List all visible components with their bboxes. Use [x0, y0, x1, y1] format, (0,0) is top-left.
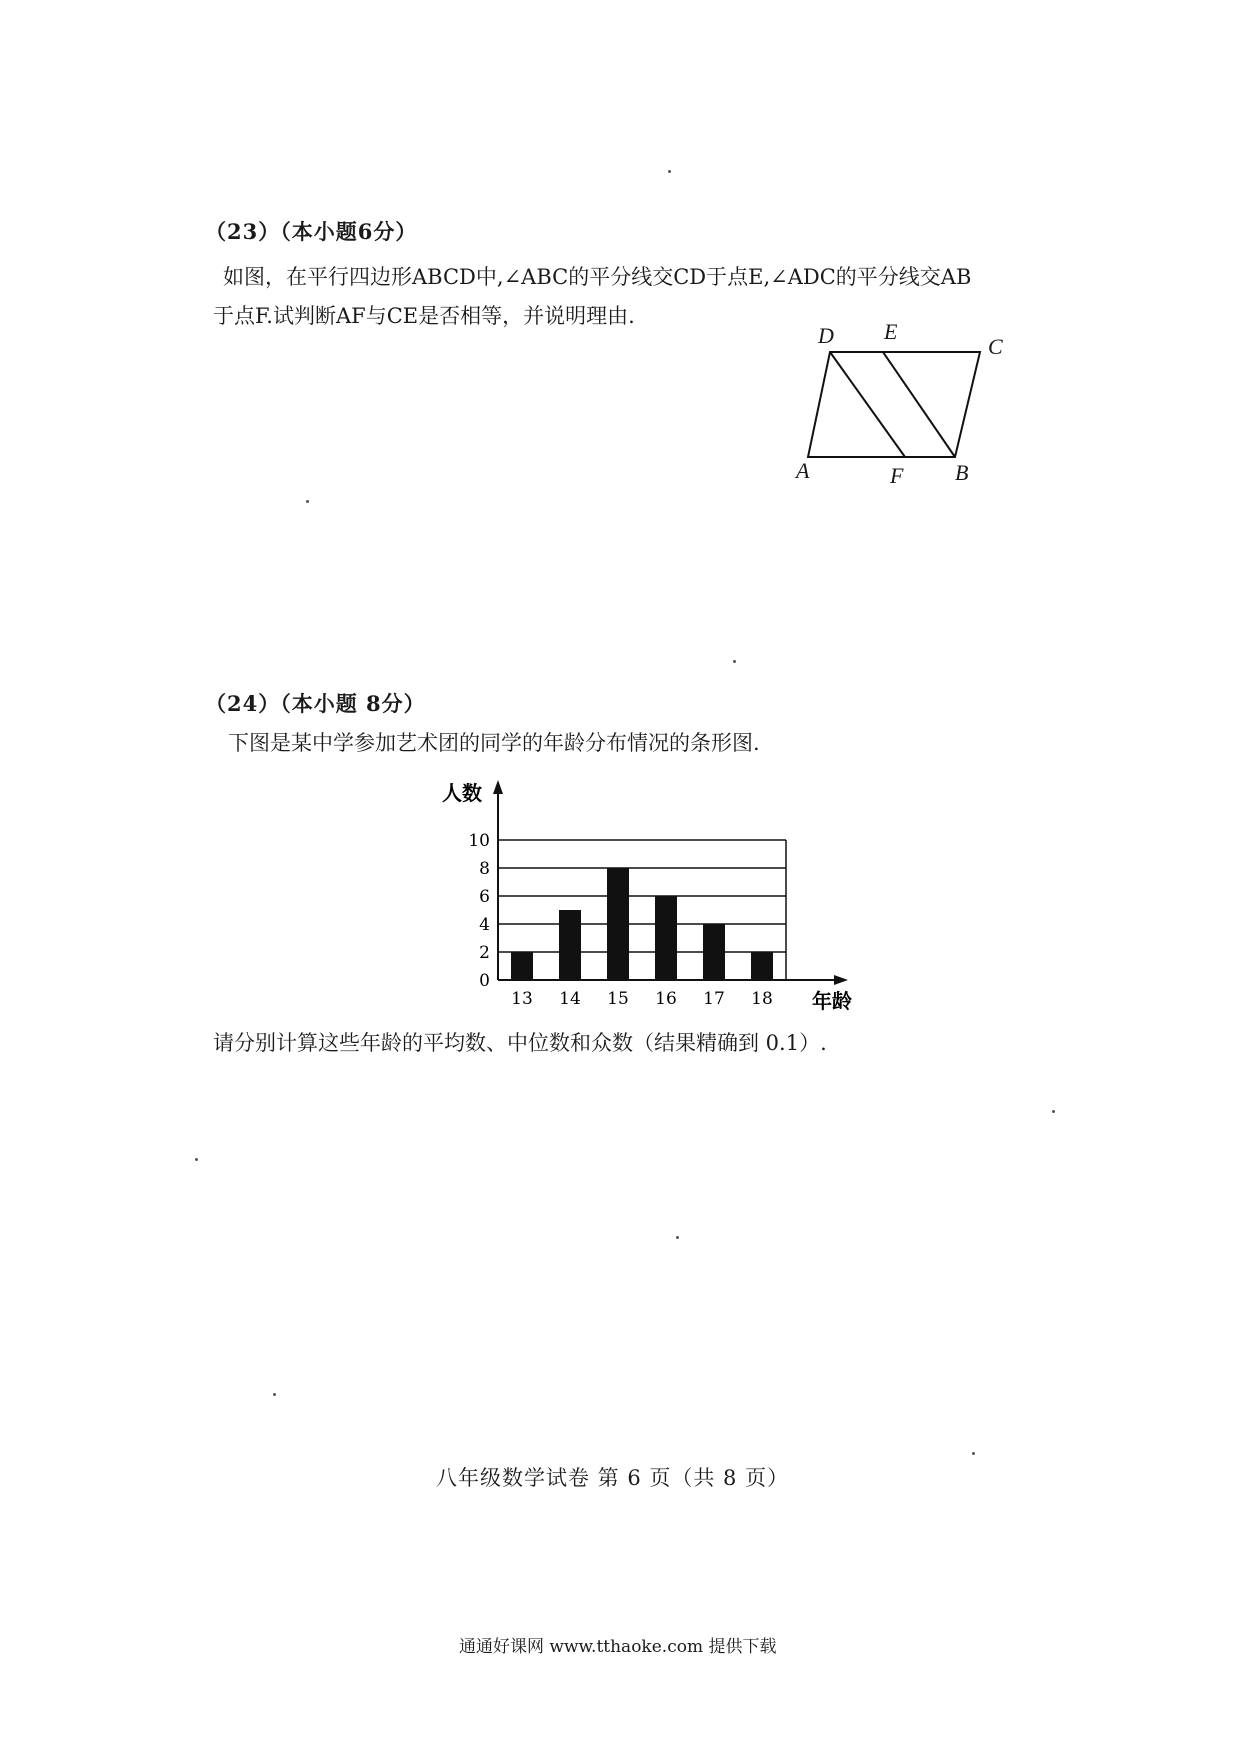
vertex-label-a: A [796, 458, 810, 483]
age-bar-chart [420, 770, 880, 1020]
source-credit: 通通好课网 www.tthaoke.com 提供下载 [459, 1637, 777, 1657]
scan-speck [273, 1393, 276, 1396]
x-tick-16: 16 [655, 989, 677, 1009]
q23-text-line1: 如图，在平行四边形ABCD中,∠ABC的平分线交CD于点E,∠ADC的平分线交AB [223, 265, 972, 289]
y-tick-2: 2 [479, 943, 490, 963]
y-tick-4: 4 [479, 915, 490, 935]
chart-x-ticks [511, 989, 773, 1009]
scan-speck [972, 1452, 975, 1455]
bar-14 [559, 910, 581, 980]
vertex-label-e: E [884, 319, 898, 344]
chart-y-ticks [468, 831, 490, 991]
y-axis-arrow [493, 780, 503, 794]
y-tick-8: 8 [479, 859, 490, 879]
q24-heading: （24）（本小题 8分） [205, 691, 426, 716]
q23-text-line2: 于点F.试判断AF与CE是否相等，并说明理由. [213, 304, 635, 328]
q24-intro: 下图是某中学参加艺术团的同学的年龄分布情况的条形图. [228, 731, 760, 755]
vertex-label-d: D [818, 323, 834, 348]
q24-question: 请分别计算这些年龄的平均数、中位数和众数（结果精确到 0.1）. [213, 1031, 827, 1055]
vertex-label-b: B [955, 460, 969, 485]
q23-heading: （23）（本小题6分） [205, 219, 418, 244]
x-tick-17: 17 [703, 989, 725, 1009]
scan-speck [306, 500, 309, 503]
x-axis-arrow [834, 975, 848, 985]
scan-speck [668, 170, 671, 173]
scan-speck [1052, 1110, 1055, 1113]
scan-speck [195, 1158, 198, 1161]
bar-13 [511, 952, 533, 980]
page-footer: 八年级数学试卷 第 6 页（共 8 页） [436, 1466, 790, 1490]
bar-16 [655, 896, 677, 980]
x-tick-14: 14 [559, 989, 581, 1009]
bar-17 [703, 924, 725, 980]
x-axis-label: 年龄 [812, 989, 852, 1013]
scan-speck [676, 1236, 679, 1239]
scan-speck [733, 660, 736, 663]
x-tick-15: 15 [607, 989, 629, 1009]
y-tick-10: 10 [468, 831, 490, 851]
vertex-label-f: F [890, 463, 904, 488]
bar-15 [607, 868, 629, 980]
y-tick-6: 6 [479, 887, 490, 907]
y-tick-0: 0 [479, 971, 490, 991]
vertex-label-c: C [988, 334, 1003, 359]
x-tick-18: 18 [751, 989, 773, 1009]
chart-grid [498, 840, 786, 980]
x-tick-13: 13 [511, 989, 533, 1009]
bar-18 [751, 952, 773, 980]
y-axis-label: 人数 [442, 781, 482, 805]
